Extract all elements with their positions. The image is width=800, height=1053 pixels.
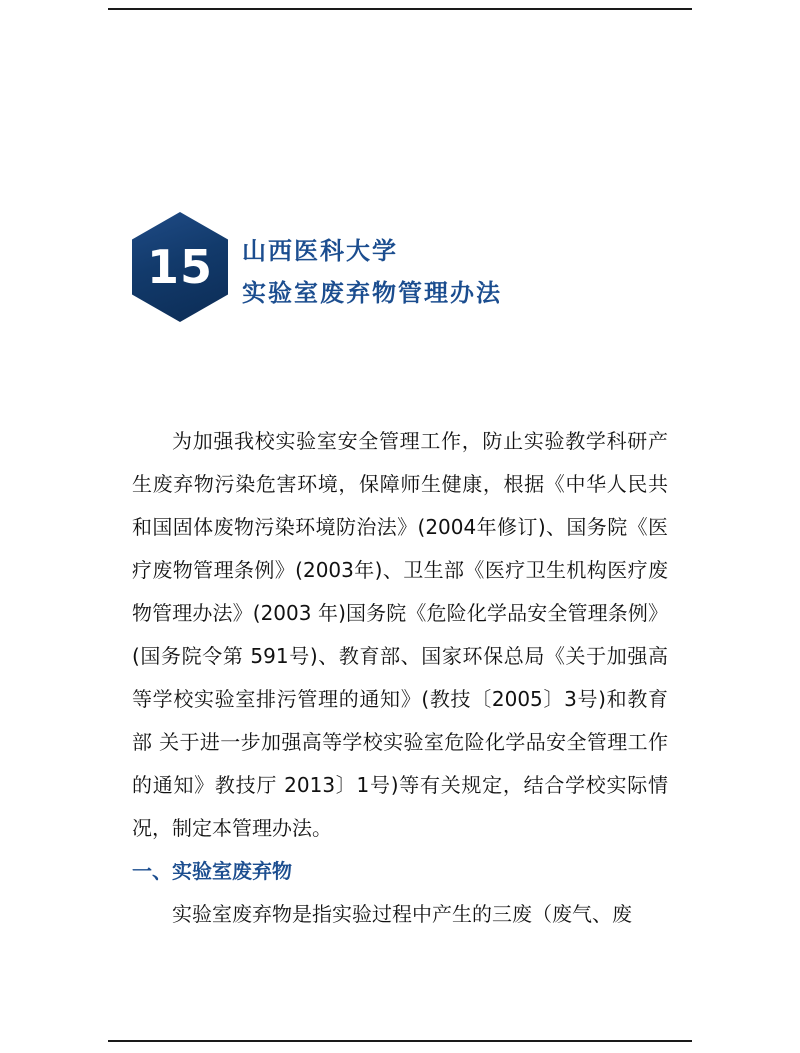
document-body — [132, 420, 668, 936]
chapter-title-line-2: 实验室废弃物管理办法 — [242, 279, 502, 307]
section-paragraph: 实验室废弃物是指实验过程中产生的三废（废气、废 — [172, 902, 632, 926]
paragraph: 为加强我校实验室安全管理工作，防止实验教学科研产生废弃物污染危害环境，保障师生健康，根据《中华人民共和国固体废物污染环境防治法》(2004年修订)、国务院《医疗废物管理条例》(2003年)、卫生部《医疗卫生机构医疗废物管理办法》(2003 年)国务院《危险化学品安全管理条例》(国务院令第 591号)、教育部、国家环保总局《关于加强高等学校实验室排污管理的通知》(教技〔2005〕3号)和教育部 关于进一步加强高等学校实验室危险化学品安全管理工作的通知》教技厅 2013〕1号)等有关规定，结合学校实际情况，制定本管理办法。 — [132, 429, 668, 840]
page-top-rule — [108, 8, 692, 10]
chapter-title-line-1: 山西医科大学 — [242, 237, 398, 265]
section-heading: 一、实验室废弃物 — [132, 859, 292, 883]
chapter-number-text: 15 — [146, 240, 213, 294]
chapter-number-badge — [132, 212, 228, 322]
page-bottom-rule — [108, 1040, 692, 1042]
chapter-title — [242, 230, 712, 314]
